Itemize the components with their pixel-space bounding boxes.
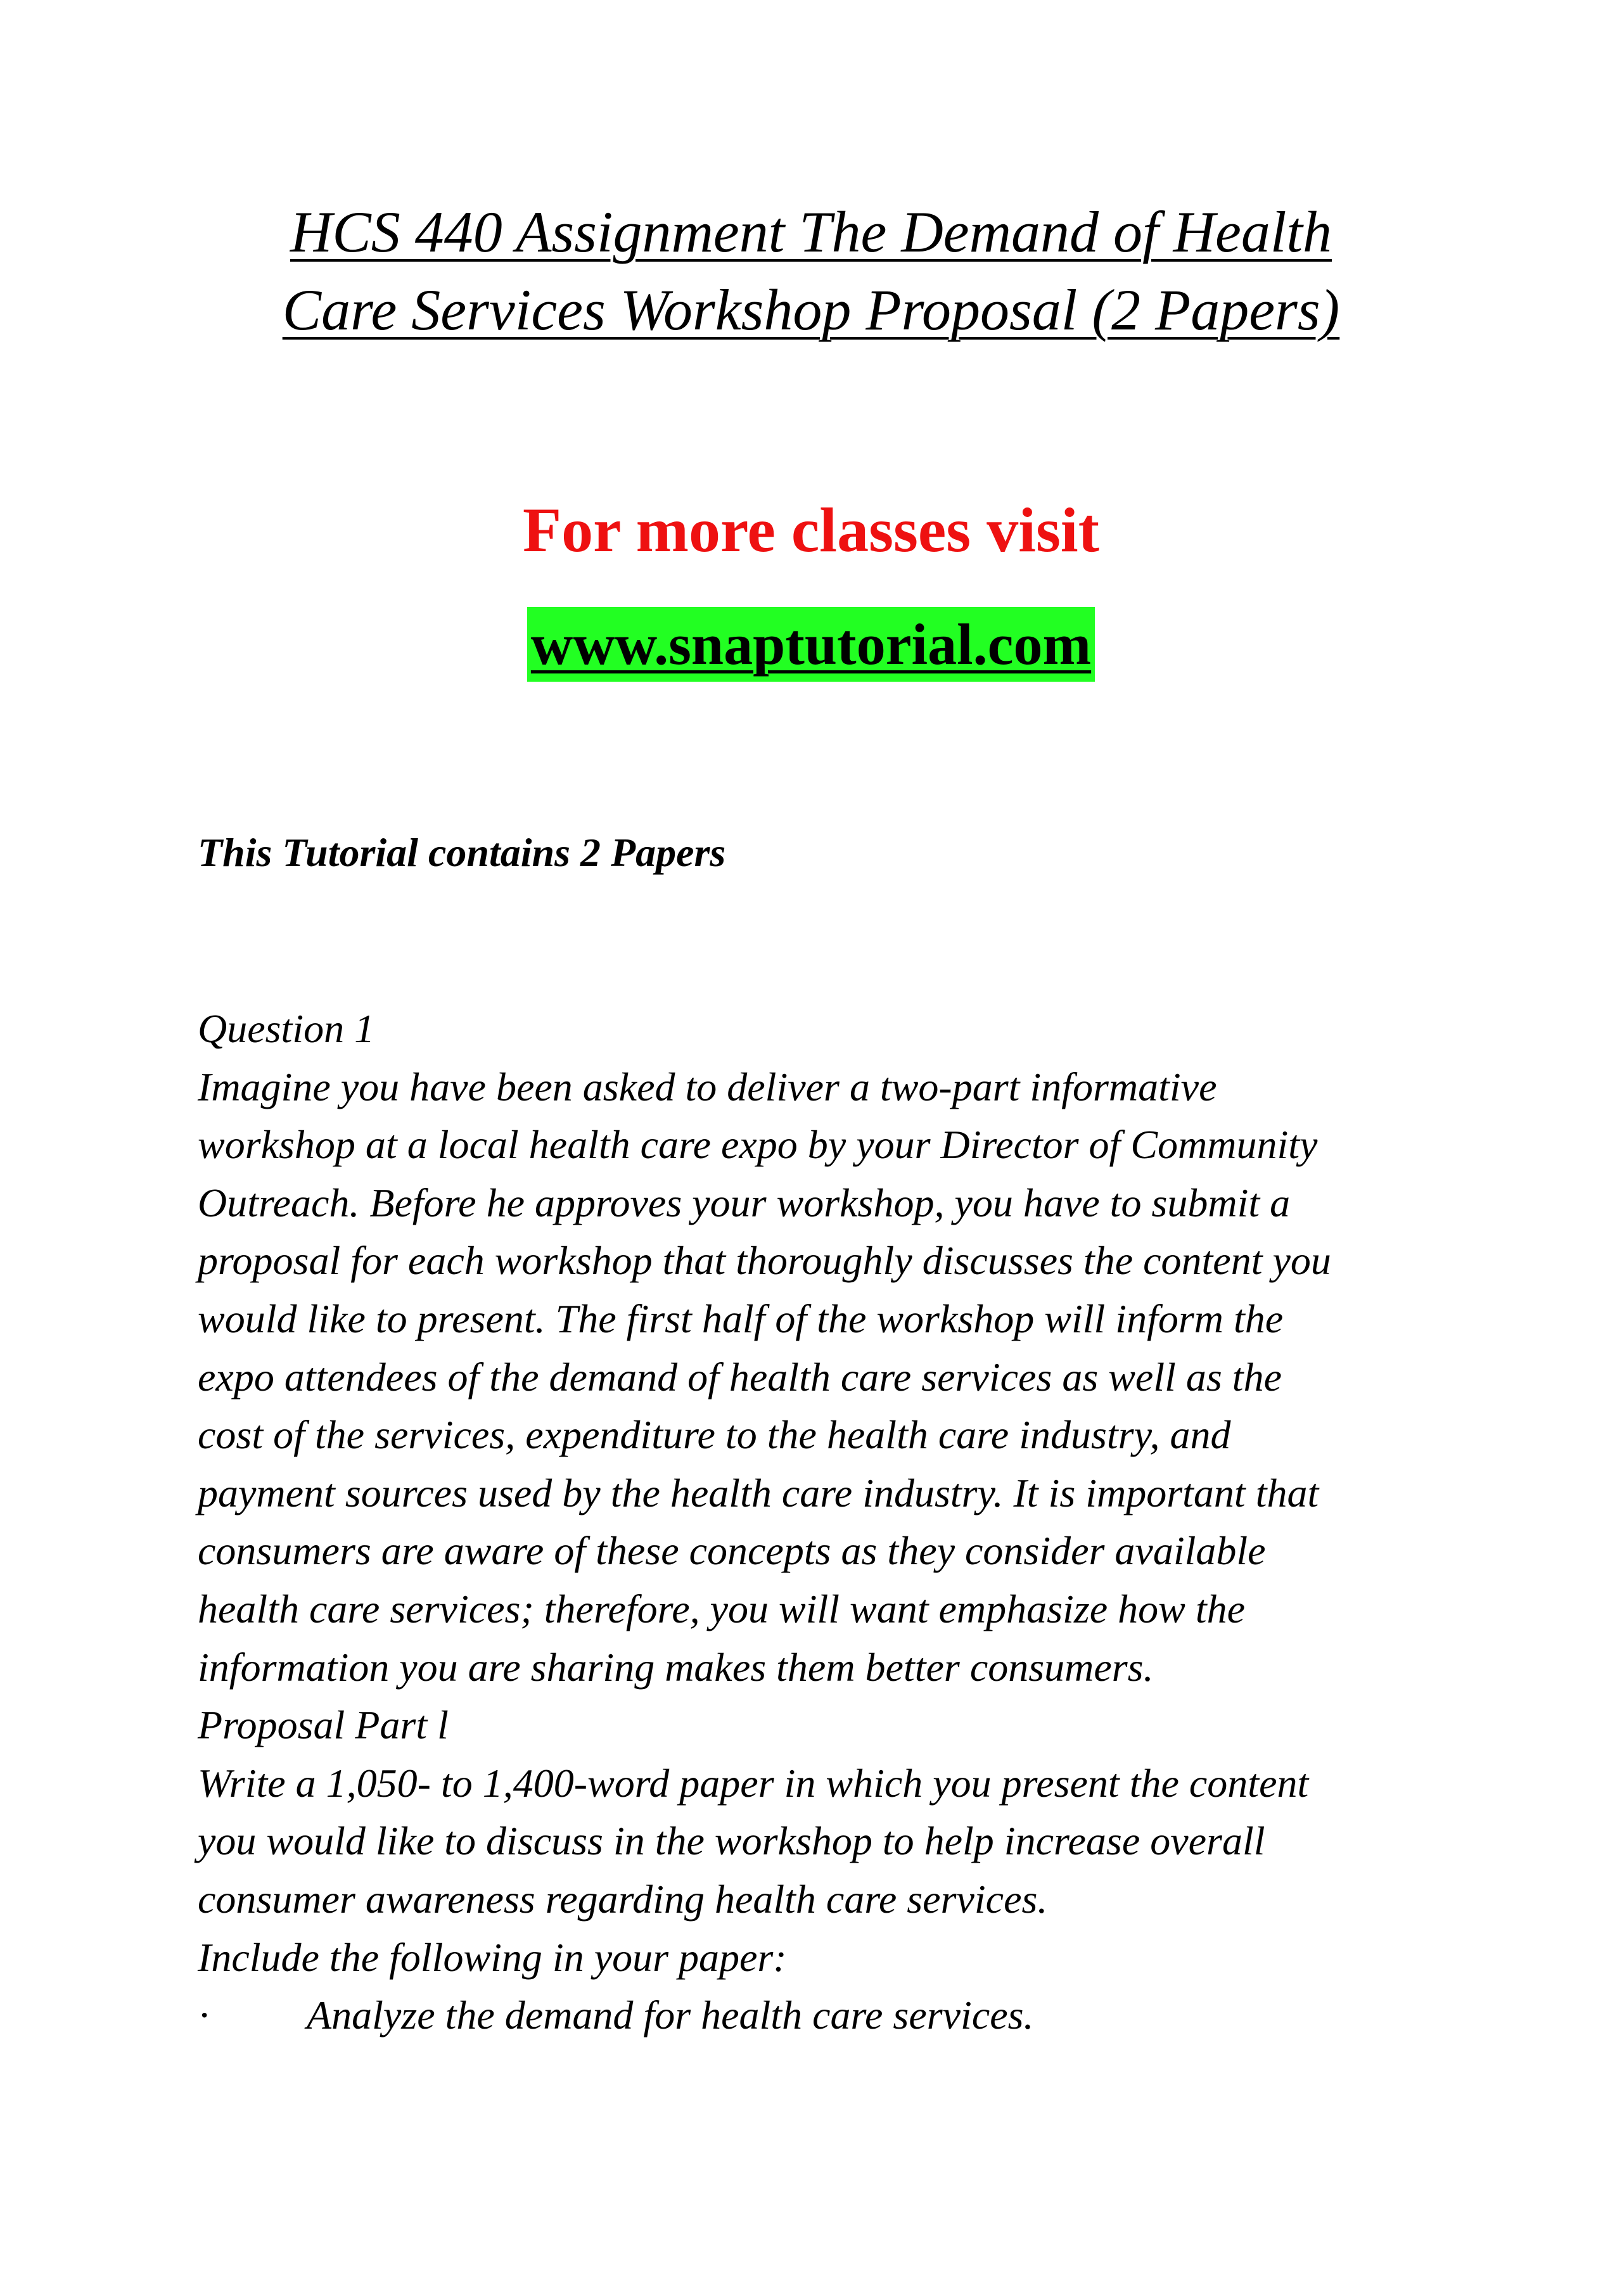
body-line: Proposal Part l — [198, 1702, 449, 1748]
title-line-1: HCS 440 Assignment The Demand of Health — [290, 200, 1332, 264]
body-line: Imagine you have been asked to deliver a two-part informative — [198, 1064, 1217, 1109]
site-link-wrapper — [0, 607, 1622, 682]
document-title — [0, 193, 1622, 349]
body-line: consumer awareness regarding health care services. — [198, 1876, 1048, 1922]
body-line: Write a 1,050- to 1,400-word paper in which you present the content — [198, 1760, 1309, 1806]
title-line-2: Care Services Workshop Proposal (2 Papers) — [282, 277, 1340, 342]
site-link[interactable]: www.snaptutorial.com — [527, 607, 1095, 682]
body-line: workshop at a local health care expo by your Director of Community — [198, 1122, 1318, 1168]
body-line: Outreach. Before he approves your workshop, you have to submit a — [198, 1180, 1291, 1225]
body-line: proposal for each workshop that thoroughly discusses the content you — [198, 1238, 1331, 1284]
body-line: would like to present. The first half of the workshop will inform the — [198, 1296, 1284, 1341]
intro-text: This Tutorial contains 2 Papers — [198, 830, 726, 875]
body-line: expo attendees of the demand of health care services as well as the — [198, 1354, 1282, 1400]
body-line: Question 1 — [198, 1006, 375, 1051]
body-line: you would like to discuss in the workshop to help increase overall — [198, 1818, 1265, 1864]
bullet-mark: · — [198, 1993, 212, 2038]
body-line: payment sources used by the health care industry. It is important that — [198, 1470, 1319, 1515]
body-line: cost of the services, expenditure to the health care industry, and — [198, 1412, 1231, 1458]
bullet-item — [198, 1986, 1465, 2044]
body-line: Include the following in your paper: — [198, 1934, 787, 1980]
body-line: consumers are aware of these concepts as they consider available — [198, 1528, 1266, 1574]
body-line: health care services; therefore, you will want emphasize how the — [198, 1586, 1245, 1631]
assignment-body — [198, 1000, 1465, 2044]
promo-text: For more classes visit — [522, 495, 1099, 565]
bullet-text: Analyze the demand for health care services. — [307, 1993, 1034, 2038]
body-line: information you are sharing makes them better consumers. — [198, 1644, 1154, 1690]
